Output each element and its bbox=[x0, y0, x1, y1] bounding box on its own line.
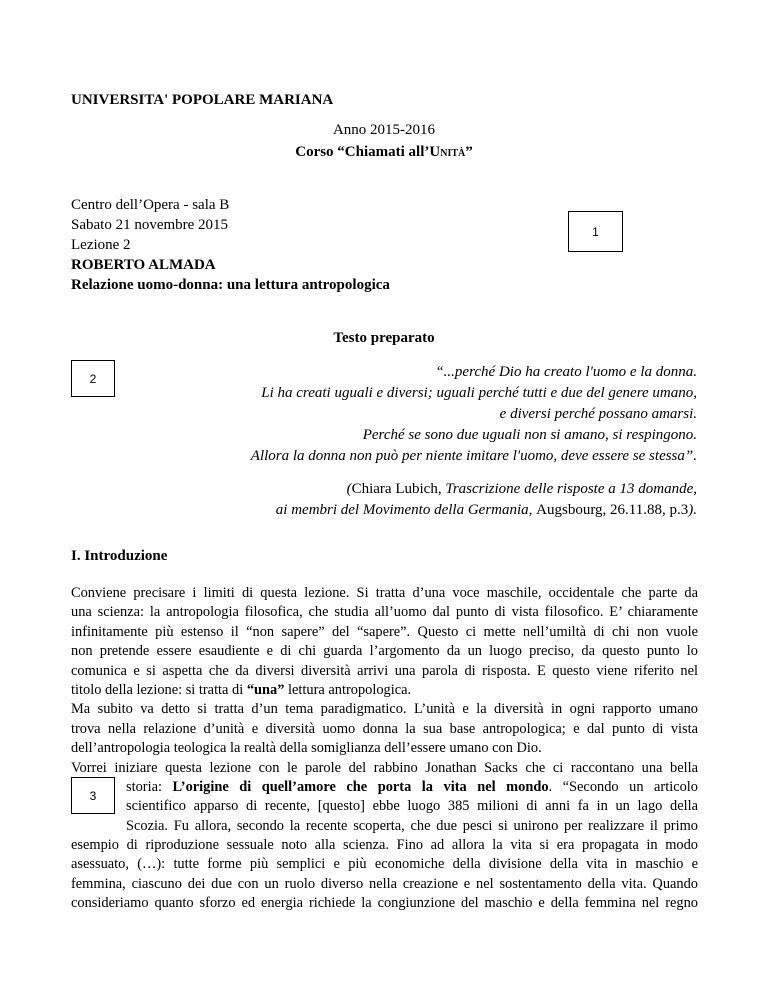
body-paragraph-3-continued bbox=[71, 836, 698, 914]
body-line: comunica e si aspetta che da diversi diversità arrivi una parola di risposta. E questo viene riferito nel bbox=[71, 662, 698, 679]
lesson-date: Sabato 21 novembre 2015 bbox=[71, 217, 229, 233]
author-name: ROBERTO ALMADA bbox=[71, 257, 216, 273]
citation-recipients: ai membri del Movimento della Germania, bbox=[275, 502, 537, 518]
body-text: lettura antropologica. bbox=[284, 682, 412, 699]
citation-work: Trascrizione delle risposte a 13 domande, bbox=[445, 481, 697, 497]
citation-close: ). bbox=[688, 502, 697, 518]
citation-author: Chiara Lubich, bbox=[351, 481, 446, 497]
body-line: dell’antropologia teologica la realtà della somiglianza dell’essere umano con Dio. bbox=[71, 740, 542, 757]
body-text: storia: bbox=[126, 779, 173, 795]
lesson-number: Lezione 2 bbox=[71, 237, 131, 253]
body-line: non pretende essere esaudiente e di chi guarda l’argomento da un luogo preciso, da questo punto lo bbox=[71, 643, 698, 660]
body-paragraph-3-indented bbox=[126, 778, 698, 836]
course-title-prefix: Corso “Chiamati all’U bbox=[295, 144, 441, 160]
course-title-suffix: ” bbox=[465, 144, 473, 160]
body-line: esempio di riproduzione sessuale noto alla scienza. Fino ad allora la vita si era propagata in modo bbox=[71, 837, 698, 853]
body-line bbox=[126, 778, 698, 797]
body-paragraph-1 bbox=[71, 584, 698, 778]
body-line: una scienza: la antropologia filosofica, che studia all’uomo dal punto di vista filosofico. E’ chiaramente bbox=[71, 604, 698, 621]
quote-line-4: Perché se sono due uguali non si amano, si respingono. bbox=[362, 427, 697, 443]
quote-line-3: e diversi perché possano amarsi. bbox=[499, 406, 697, 422]
academic-year: Anno 2015-2016 bbox=[332, 122, 436, 138]
prepared-text-label: Testo preparato bbox=[333, 330, 435, 346]
body-line: trova nella relazione d’unità e diversità uomo donna la sua base antropologica; e dal punto di vista bbox=[71, 720, 698, 737]
body-line: Ma subito va detto si tratta d’un tema paradigmatico. L’unità e la diversità in ogni rapporto umano bbox=[71, 701, 698, 718]
section-heading: I. Introduzione bbox=[71, 548, 168, 564]
citation-open: ( bbox=[346, 481, 352, 497]
body-line: Conviene precisare i limiti di questa lezione. Si tratta d’una voce maschile, occidentale che parte da bbox=[71, 585, 698, 601]
body-line: asessuato, (…): tutte forme più semplici e più economiche della divisione della vita in maschio e bbox=[71, 856, 698, 873]
body-line bbox=[71, 681, 698, 700]
body-text: . “Secondo un articolo bbox=[548, 779, 698, 795]
citation-place-date: Augsbourg, 26.11.88, p.3 bbox=[536, 502, 689, 518]
body-line: consideriamo quanto sforzo ed energia richiede la congiunzione del maschio e della femmina nel regno bbox=[71, 895, 698, 912]
citation-line-2 bbox=[276, 502, 697, 519]
university-name: UNIVERSITA' POPOLARE MARIANA bbox=[71, 92, 334, 108]
course-title-smallcaps: NITÀ bbox=[440, 148, 466, 159]
body-line: Vorrei iniziare questa lezione con le parole del rabbino Jonathan Sacks che ci raccontano una bella bbox=[71, 759, 698, 776]
quote-line-2: Li ha creati uguali e diversi; uguali perché tutti e due del genere umano, bbox=[261, 385, 697, 401]
course-title bbox=[0, 144, 768, 161]
location: Centro dell’Opera - sala B bbox=[71, 197, 230, 213]
body-line: femmina, ciascuno dei due con un ruolo diverso nella creazione e nel sostentamento della vita. Quando bbox=[71, 875, 698, 892]
body-text: titolo della lezione: si tratta di bbox=[71, 682, 247, 699]
body-emphasis: “una” bbox=[246, 682, 285, 699]
slide-marker-2: 2 bbox=[71, 360, 115, 397]
body-line: Scozia. Fu allora, secondo la recente scoperta, che due pesci si unirono per realizzare il primo bbox=[126, 817, 698, 834]
body-line: infinitamente più estenso il “non sapere” del “sapere”. Questo ci mette nell’umiltà di chi non vuole bbox=[71, 623, 698, 640]
citation-line-1 bbox=[347, 481, 697, 498]
body-emphasis: L’origine di quell’amore che porta la vita nel mondo bbox=[172, 779, 549, 795]
lesson-title: Relazione uomo-donna: una lettura antropologica bbox=[71, 277, 390, 293]
slide-marker-3: 3 bbox=[71, 777, 115, 814]
quote-line-5: Allora la donna non può per niente imitare l'uomo, deve essere se stessa”. bbox=[250, 448, 697, 464]
slide-marker-1: 1 bbox=[568, 211, 623, 252]
quote-line-1: “...perché Dio ha creato l'uomo e la donna. bbox=[435, 364, 697, 380]
body-line: scientifico apparso di recente, [questo] ebbe luogo 385 milioni di anni fa in un lago della bbox=[126, 798, 698, 815]
